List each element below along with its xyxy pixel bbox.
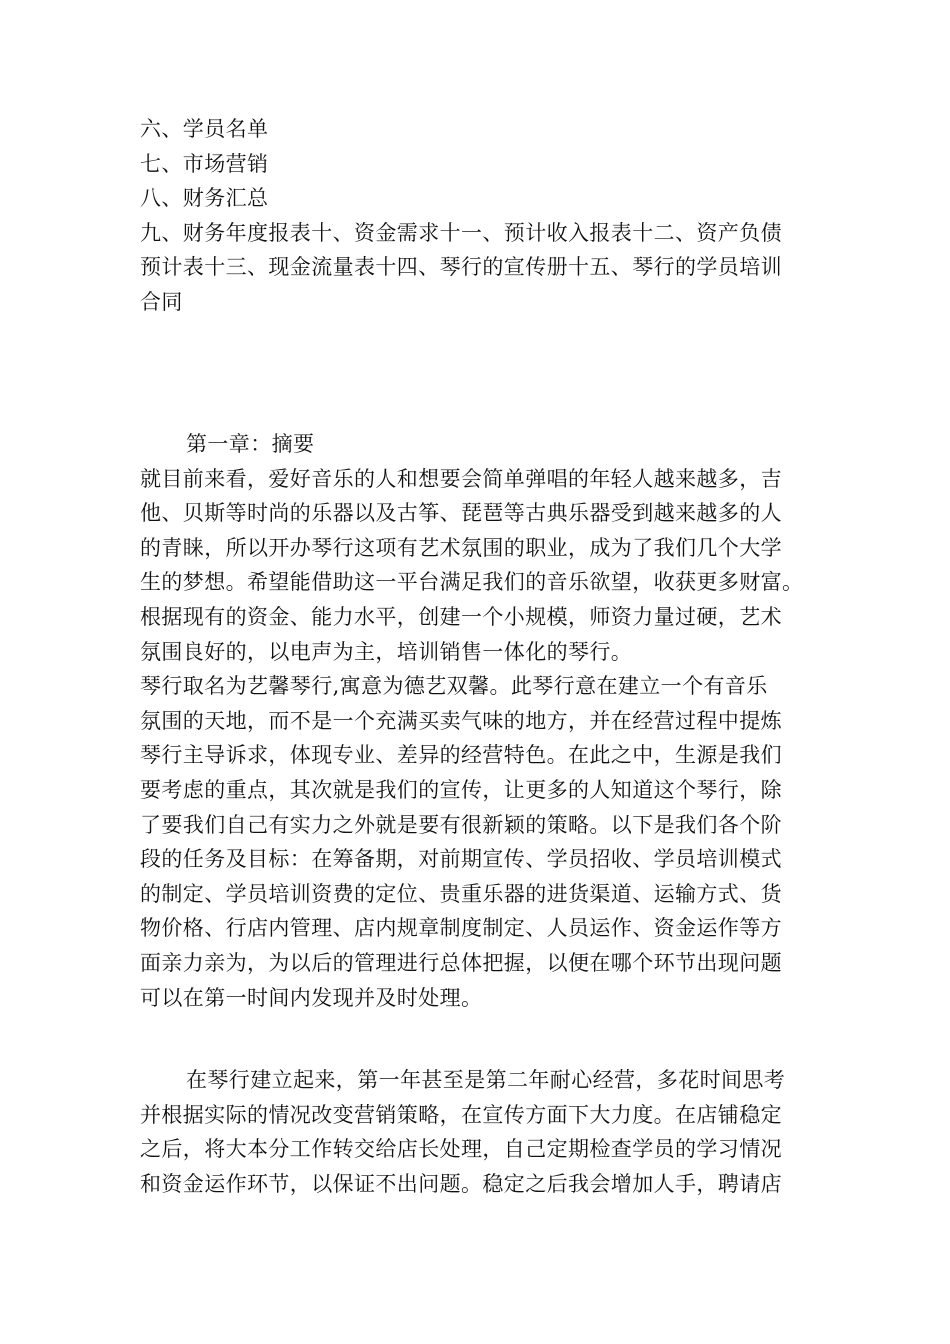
- toc-item: 九、财务年度报表十、资金需求十一、预计收入报表十二、资产负债: [140, 220, 782, 245]
- paragraph-summary: [140, 462, 830, 670]
- text-line: 根据现有的资金、能力水平，创建一个小规模，师资力量过硬，艺术: [140, 604, 782, 629]
- text-line: 的青睐，所以开办琴行这项有艺术氛围的职业，成为了我们几个大学: [140, 535, 782, 560]
- chapter-section: [140, 427, 830, 1015]
- text-line: 了要我们自己有实力之外就是要有很新颖的策略。以下是我们各个阶: [140, 812, 782, 837]
- text-line: 氛围的天地，而不是一个充满买卖气味的地方，并在经营过程中提炼: [140, 708, 782, 733]
- text-line: 物价格、行店内管理、店内规章制度制定、人员运作、资金运作等方: [140, 916, 782, 941]
- text-line: 之后，将大本分工作转交给店长处理，自己定期检查学员的学习情况: [140, 1137, 782, 1162]
- text-line: 段的任务及目标：在筹备期，对前期宣传、学员招收、学员培训模式: [140, 847, 782, 872]
- text-line: 氛围良好的，以电声为主，培训销售一体化的琴行。: [140, 639, 633, 664]
- text-line: 生的梦想。希望能借助这一平台满足我们的音乐欲望，收获更多财富。: [140, 570, 804, 595]
- paragraph-operation: [140, 1063, 830, 1201]
- text-line: 的制定、学员培训资费的定位、贵重乐器的进货渠道、运输方式、货: [140, 881, 782, 906]
- toc-item: 八、财务汇总: [140, 186, 269, 211]
- toc-item: 七、市场营销: [140, 151, 269, 176]
- text-line: 可以在第一时间内发现并及时处理。: [140, 985, 483, 1010]
- text-line: 琴行取名为艺馨琴行,寓意为德艺双馨。此琴行意在建立一个有音乐: [140, 674, 768, 699]
- text-line: 就目前来看，爱好音乐的人和想要会简单弹唱的年轻人越来越多，吉: [140, 466, 782, 491]
- text-line: 在琴行建立起来，第一年甚至是第二年耐心经营，多花时间思考: [186, 1068, 786, 1092]
- chapter-title: 第一章：摘要: [186, 432, 315, 456]
- paragraph-store-name: [140, 669, 830, 1015]
- text-line: 面亲力亲为，为以后的管理进行总体把握，以便在哪个环节出现问题: [140, 950, 782, 975]
- table-of-contents: [140, 112, 830, 320]
- text-line: 琴行主导诉求，体现专业、差异的经营特色。在此之中，生源是我们: [140, 743, 782, 768]
- toc-item: 六、学员名单: [140, 117, 269, 141]
- text-line: 他、贝斯等时尚的乐器以及古筝、琵琶等古典乐器受到越来越多的人: [140, 501, 782, 526]
- toc-item: 预计表十三、现金流量表十四、琴行的宣传册十五、琴行的学员培训: [140, 255, 782, 280]
- text-line: 并根据实际的情况改变营销策略，在宣传方面下大力度。在店铺稳定: [140, 1102, 782, 1127]
- text-line: 要考虑的重点，其次就是我们的宣传，让更多的人知道这个琴行，除: [140, 777, 782, 802]
- text-line: 和资金运作环节，以保证不出问题。稳定之后我会增加人手，聘请店: [140, 1171, 782, 1196]
- toc-item: 合同: [140, 289, 183, 314]
